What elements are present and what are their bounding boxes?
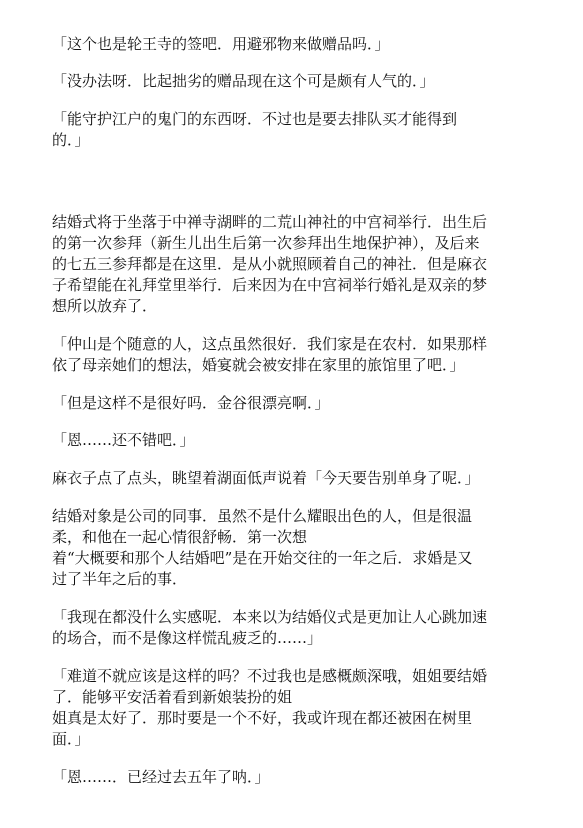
- paragraph-4: 结婚式将于坐落于中禅寺湖畔的二荒山神社的中宫祠举行．出生后 的第一次参拜（新生儿出生后第一次参拜出生地保护神），及后来 的七五三参拜都是在这里．是从小就照顾着自己的神社．但是麻衣 子希望能在礼拜堂里举行．后来因为在中宫祠举行婚礼是双亲的梦 想所以放弃了．: [52, 213, 488, 315]
- paragraph-2: 「没办法呀．比起拙劣的赠品现在这个可是颇有人气的．」: [52, 72, 435, 90]
- paragraph-8: 麻衣子点了点头，眺望着湖面低声说着「今天要告别单身了呢．」: [52, 469, 480, 487]
- document-body: [52, 34, 532, 788]
- paragraph-1: 「这个也是轮王寺的签吧．用避邪物来做赠品吗．」: [52, 35, 390, 53]
- paragraph-9: 结婚对象是公司的同事．虽然不是什么耀眼出色的人，但是很温 柔，和他在一起心情很舒畅．第一次想 着“大概要和那个人结婚吧”是在开始交往的一年之后．求婚是又 过了半年之后的事．: [52, 507, 473, 588]
- paragraph-10: 「我现在都没什么实感呢．本来以为结婚仪式是更加让人心跳加速 的场合，而不是像这样慌乱疲乏的……」: [52, 608, 488, 647]
- paragraph-6: 「但是这样不是很好吗．金谷很漂亮啊．」: [52, 394, 330, 412]
- paragraph-12: 「恩……．已经过去五年了呐．」: [52, 768, 270, 786]
- paragraph-3: 「能守护江户的鬼门的东西呀．不过也是要去排队买才能得到 的．」: [52, 110, 458, 149]
- paragraph-11: 「难道不就应该是这样的吗？不过我也是感概颇深哦，姐姐要结婚 了．能够平安活着看到新娘装扮的姐 姐真是太好了．那时要是一个不好，我或许现在都还被困在树里 面．」: [52, 667, 488, 748]
- paragraph-7: 「恩……还不错吧．」: [52, 431, 195, 449]
- paragraph-5: 「仲山是个随意的人，这点虽然很好．我们家是在农村．如果那样 依了母亲她们的想法，婚宴就会被安排在家里的旅馆里了吧．」: [52, 335, 488, 374]
